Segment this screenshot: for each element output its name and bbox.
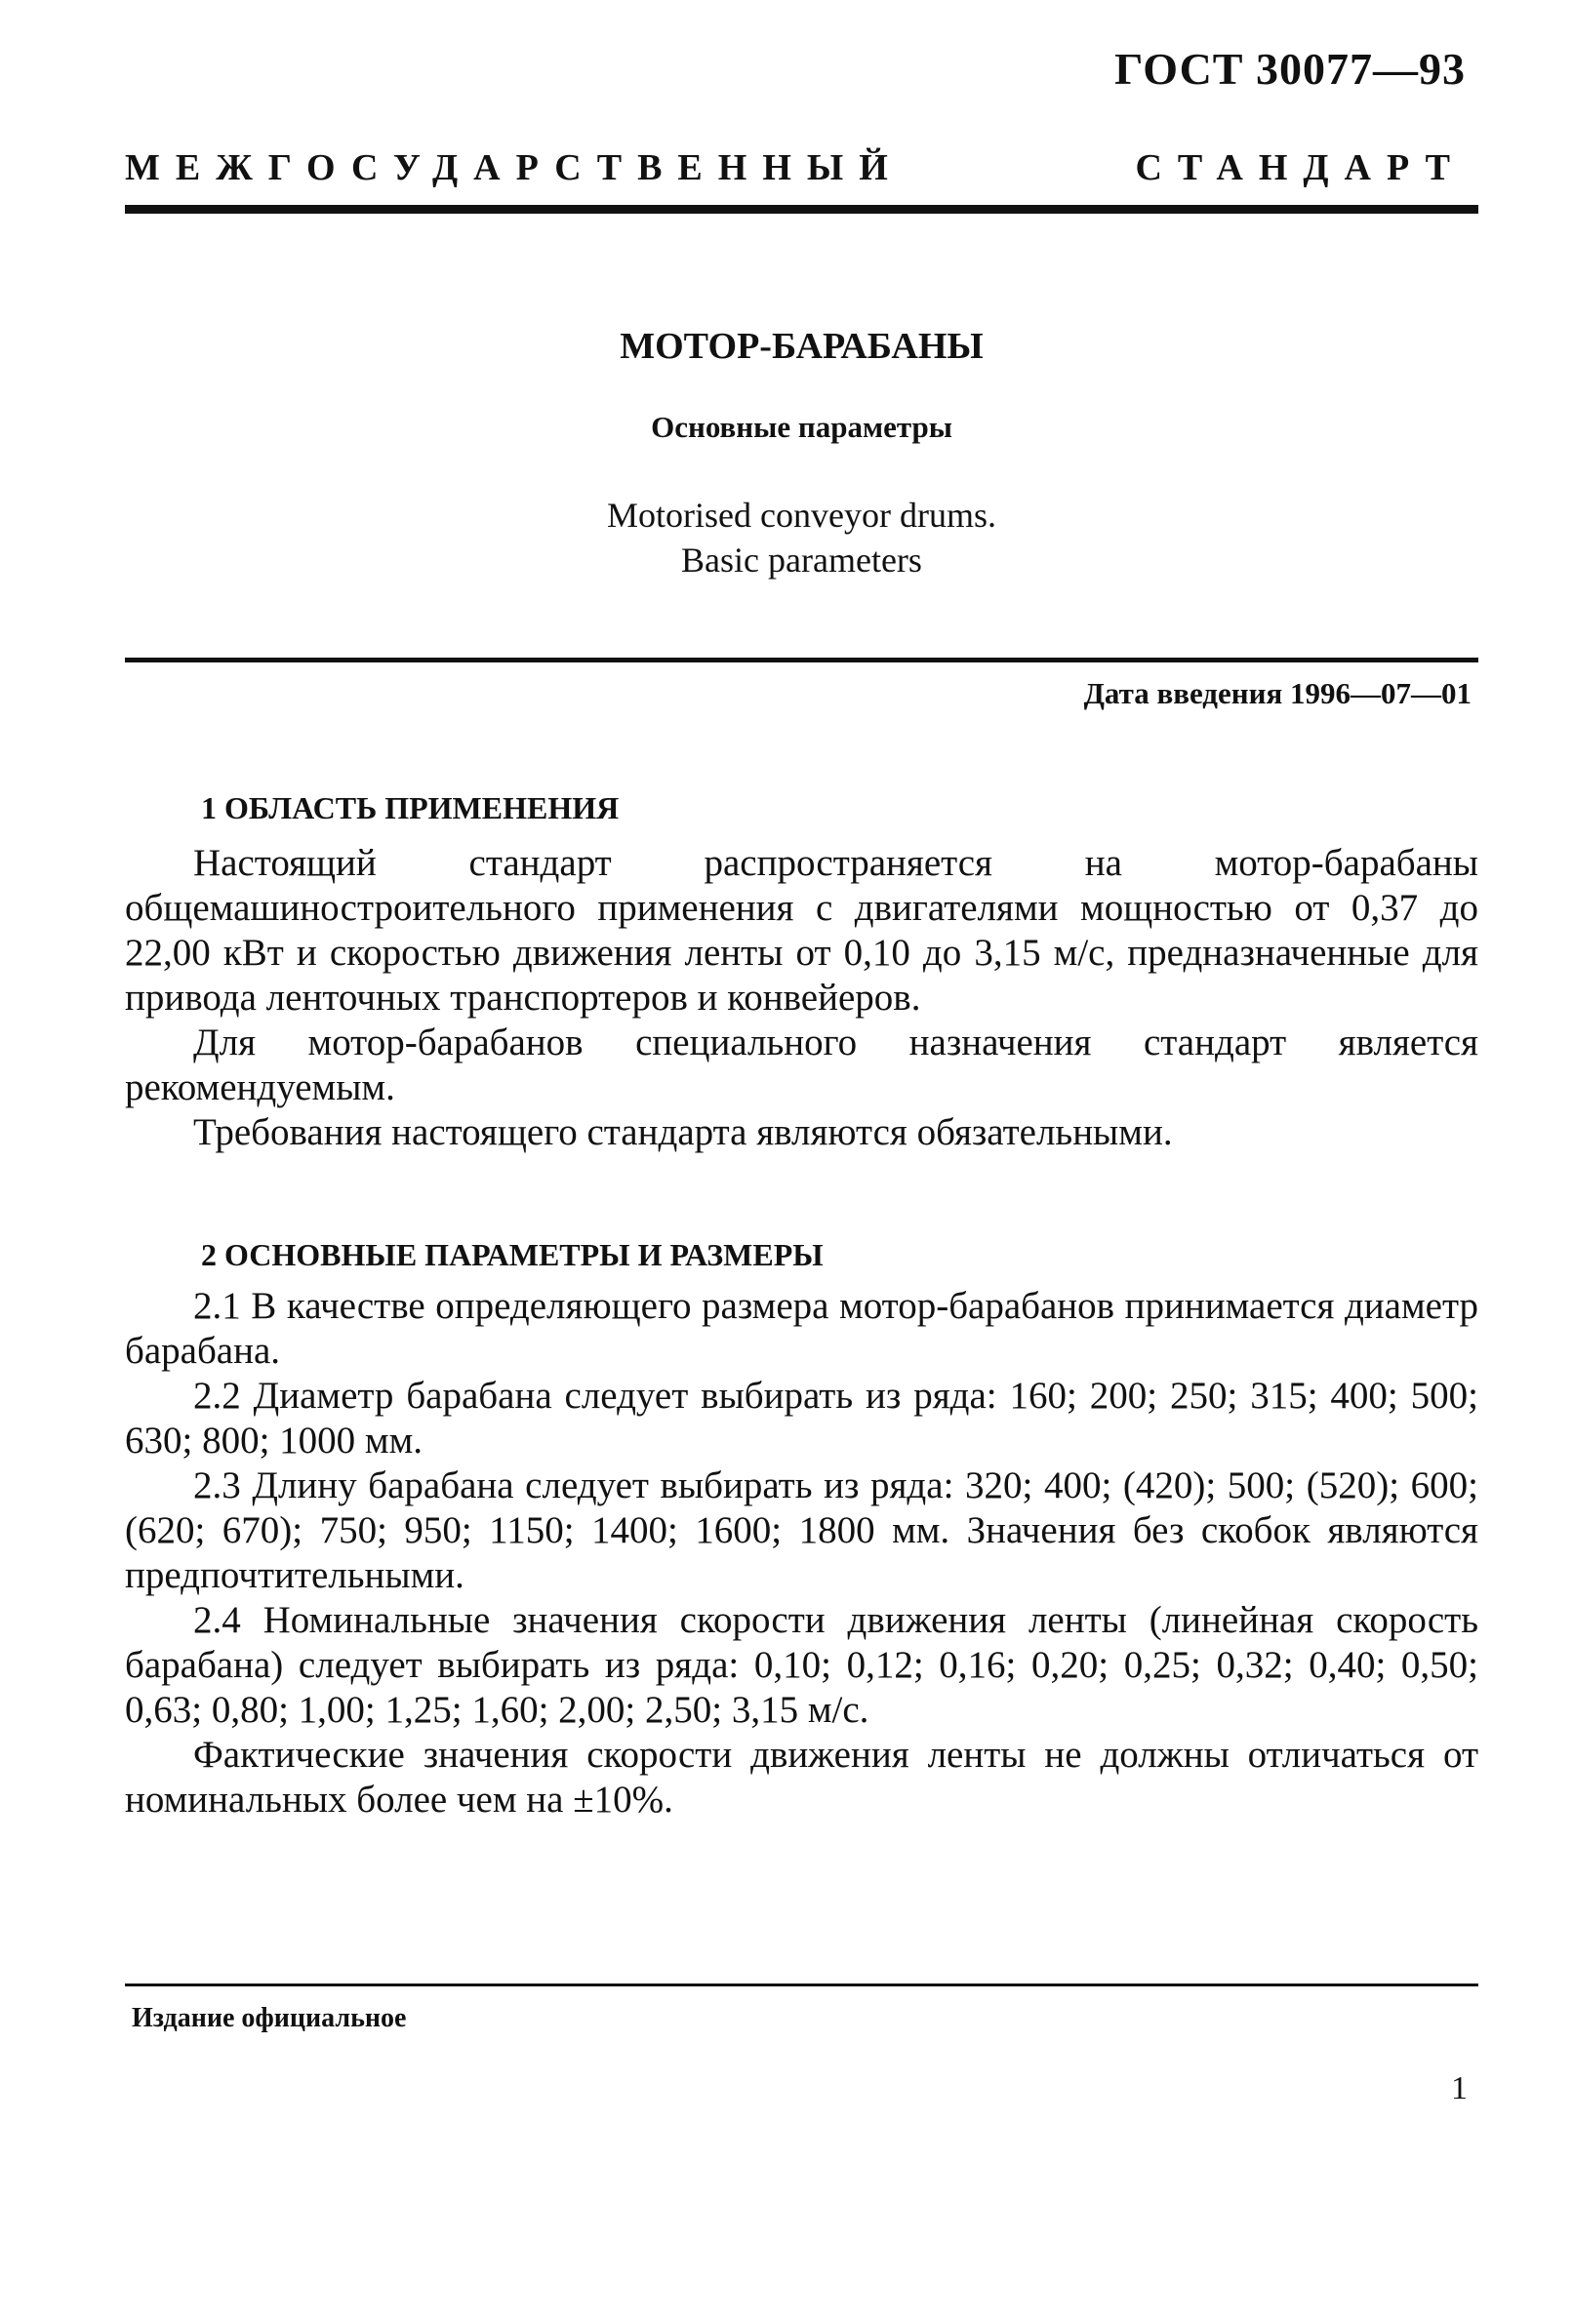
english-title-line-2: Basic parameters: [681, 541, 922, 580]
section-1-paragraph: Для мотор-барабанов специального назначения стандарт является рекомендуемым.: [125, 1022, 1478, 1108]
english-title-line-1: Motorised conveyor drums.: [607, 496, 996, 535]
section-2-paragraph: 2.2 Диаметр барабана следует выбирать из ряда: 160; 200; 250; 315; 400; 500; 630; 800; 1000 мм.: [125, 1375, 1478, 1462]
standard-kind-right: СТАНДАРТ: [1135, 147, 1466, 188]
title-rule: [125, 658, 1478, 662]
section-2-body: [125, 1284, 1478, 1823]
standard-kind: [125, 146, 1466, 189]
section-1-paragraph: Настоящий стандарт распространяется на мотор-барабаны общемашиностроительного применения с двигателями мощностью от 0,37 до 22,00 кВт и скоростью движения ленты от 0,10 до 3,15 м/с, предназначенные для привода ленточных транспортеров и конвейеров.: [125, 842, 1478, 1019]
standard-kind-left: МЕЖГОСУДАРСТВЕННЫЙ: [125, 147, 904, 188]
section-1-heading: 1 ОБЛАСТЬ ПРИМЕНЕНИЯ: [201, 790, 620, 825]
section-2-paragraph: 2.4 Номинальные значения скорости движения ленты (линейная скорость барабана) следует выбирать из ряда: 0,10; 0,12; 0,16; 0,20; 0,25; 0,32; 0,40; 0,50; 0,63; 0,80; 1,00; 1,25; 1,60; 2,00; 2,50; 3,15 м/с.: [125, 1599, 1478, 1731]
section-2-heading: 2 ОСНОВНЫЕ ПАРАМЕТРЫ И РАЗМЕРЫ: [201, 1237, 824, 1272]
footer-rule: [125, 1983, 1478, 1986]
header-rule: [125, 205, 1478, 214]
section-1-body: [125, 841, 1478, 1155]
standard-number: ГОСТ 30077—93: [1114, 44, 1466, 94]
document-title: МОТОР-БАРАБАНЫ: [620, 326, 984, 367]
page-number: 1: [1451, 2070, 1468, 2106]
english-title: [125, 493, 1478, 582]
edition-label: Издание официальное: [132, 2003, 407, 2033]
section-2-paragraph: 2.1 В качестве определяющего размера мотор-барабанов принимается диаметр барабана.: [125, 1285, 1478, 1372]
section-2-paragraph: Фактические значения скорости движения ленты не должны отличаться от номинальных более чем на ±10%.: [125, 1734, 1478, 1821]
introduction-date: Дата введения 1996—07—01: [1083, 676, 1472, 710]
section-1-paragraph: Требования настоящего стандарта являются обязательными.: [193, 1111, 1173, 1153]
section-2-paragraph: 2.3 Длину барабана следует выбирать из ряда: 320; 400; (420); 500; (520); 600; (620; 670); 750; 950; 1150; 1400; 1600; 1800 мм. Значения без скобок являются предпочтительными.: [125, 1464, 1478, 1596]
document-subtitle: Основные параметры: [651, 410, 952, 444]
